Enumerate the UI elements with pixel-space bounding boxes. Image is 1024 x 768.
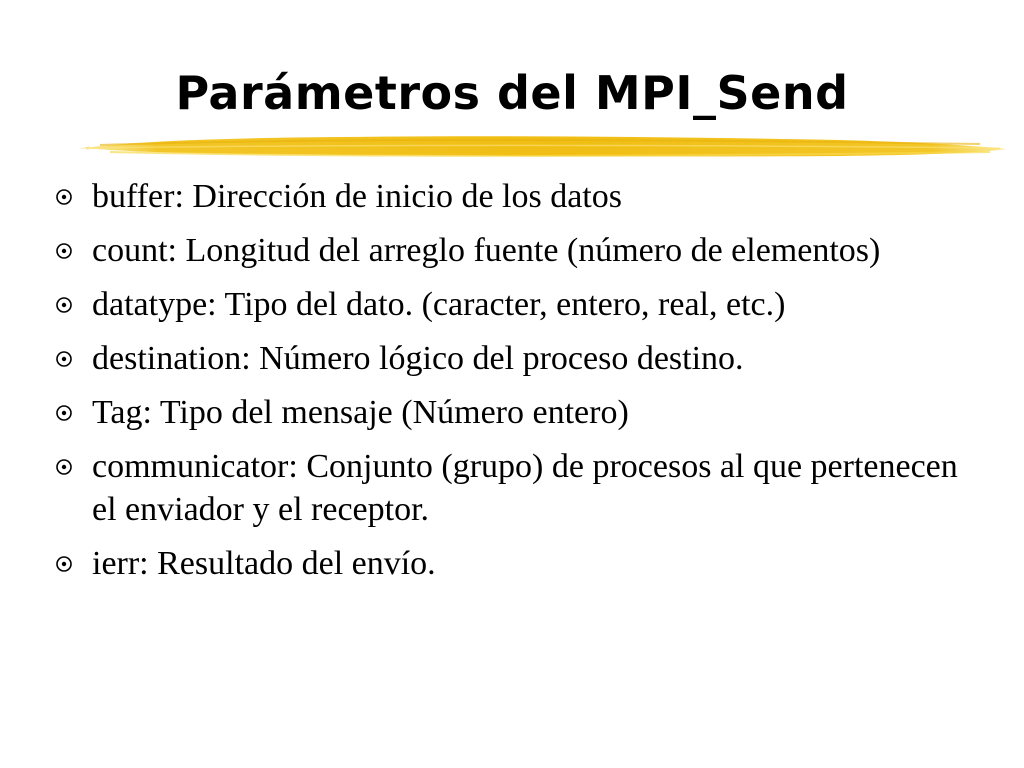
bullet-item [48, 337, 988, 380]
circled-dot-bullet-icon [52, 542, 76, 585]
bullet-text: datatype: Tipo del dato. (caracter, entero, real, etc.) [92, 286, 786, 323]
circled-dot-bullet-icon [52, 283, 76, 326]
bullet-list [48, 175, 988, 596]
bullet-text: communicator: Conjunto (grupo) de procesos al que pertenecen el enviador y el receptor. [92, 448, 958, 528]
circled-dot-bullet-icon [52, 337, 76, 380]
title-highlight-stroke [80, 124, 1010, 168]
circled-dot-bullet-icon [52, 229, 76, 272]
circled-dot-bullet-icon [52, 445, 76, 488]
bullet-item [48, 391, 988, 434]
bullet-item [48, 229, 988, 272]
bullet-text: ierr: Resultado del envío. [92, 545, 436, 582]
bullet-item [48, 445, 988, 531]
bullet-text: destination: Número lógico del proceso destino. [92, 340, 744, 377]
circled-dot-bullet-icon [52, 175, 76, 218]
bullet-item [48, 175, 988, 218]
bullet-item [48, 283, 988, 326]
slide-title: Parámetros del MPI_Send [175, 66, 849, 120]
bullet-text: buffer: Dirección de inicio de los datos [92, 178, 622, 215]
circled-dot-bullet-icon [52, 391, 76, 434]
bullet-text: Tag: Tipo del mensaje (Número entero) [92, 394, 629, 431]
bullet-item [48, 542, 988, 585]
bullet-text: count: Longitud del arreglo fuente (número de elementos) [92, 232, 881, 269]
